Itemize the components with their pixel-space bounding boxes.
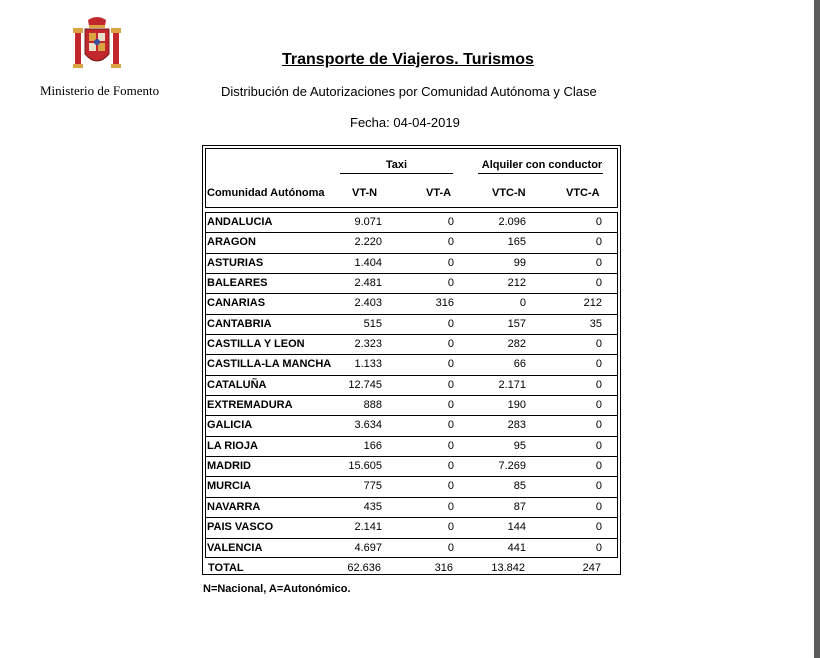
row-name: PAIS VASCO	[207, 521, 274, 534]
col-header-vtc-a: VTC-A	[566, 187, 600, 199]
cell-vt-a: 0	[447, 399, 454, 412]
cell-vtc-n: 144	[507, 521, 526, 534]
table-row	[205, 212, 618, 232]
cell-vtc-a: 0	[595, 236, 602, 249]
cell-vtc-a: 0	[595, 378, 602, 391]
table-row	[205, 314, 618, 334]
coat-of-arms-icon	[72, 16, 122, 72]
table-row	[205, 232, 618, 252]
cell-vtc-n: 99	[513, 256, 526, 269]
cell-vt-n: 15.605	[348, 460, 382, 473]
cell-vt-a: 0	[447, 256, 454, 269]
cell-vtc-n: 95	[513, 439, 526, 452]
row-name: VALENCIA	[207, 541, 263, 554]
cell-vt-a: 0	[447, 500, 454, 513]
cell-vt-a: 0	[447, 541, 454, 554]
cell-vtc-n: 7.269	[498, 460, 526, 473]
cell-vtc-n: 66	[513, 358, 526, 371]
total-vt-n: 62.636	[347, 562, 381, 574]
cell-vt-n: 3.634	[354, 419, 382, 432]
table-row	[205, 538, 618, 558]
cell-vtc-a: 0	[595, 419, 602, 432]
table-row	[205, 456, 618, 476]
cell-vt-n: 435	[363, 500, 382, 513]
cell-vtc-a: 0	[595, 439, 602, 452]
cell-vt-a: 316	[435, 297, 454, 310]
cell-vt-a: 0	[447, 439, 454, 452]
cell-vt-a: 0	[447, 378, 454, 391]
cell-vtc-n: 190	[507, 399, 526, 412]
cell-vtc-a: 35	[589, 317, 602, 330]
page-subtitle: Distribución de Autorizaciones por Comunidad Autónoma y Clase	[221, 84, 597, 99]
cell-vt-a: 0	[447, 419, 454, 432]
cell-vtc-n: 0	[519, 297, 526, 310]
group-vtc: Alquiler con conductor	[481, 159, 603, 171]
total-label: TOTAL	[208, 562, 244, 574]
table-row	[205, 497, 618, 517]
table-row	[205, 476, 618, 496]
cell-vtc-a: 0	[595, 460, 602, 473]
cell-vtc-n: 441	[507, 541, 526, 554]
cell-vtc-a: 0	[595, 256, 602, 269]
cell-vt-a: 0	[447, 277, 454, 290]
cell-vtc-a: 0	[595, 399, 602, 412]
row-name: CATALUÑA	[207, 378, 267, 391]
ministry-name: Ministerio de Fomento	[40, 83, 160, 98]
cell-vtc-n: 157	[507, 317, 526, 330]
col-header-vtc-n: VTC-N	[492, 187, 526, 199]
cell-vtc-n: 212	[507, 277, 526, 290]
group-vtc-rule	[478, 173, 603, 174]
cell-vt-a: 0	[447, 216, 454, 228]
total-row	[205, 561, 618, 575]
cell-vtc-n: 2.171	[498, 378, 526, 391]
row-name: CANARIAS	[207, 297, 266, 310]
table-row	[205, 517, 618, 537]
total-vtc-n: 13.842	[491, 562, 525, 574]
cell-vt-a: 0	[447, 338, 454, 351]
row-name: CASTILLA-LA MANCHA	[207, 358, 332, 371]
table-body	[205, 212, 618, 558]
cell-vtc-a: 0	[595, 358, 602, 371]
page-title: Transporte de Viajeros. Turismos	[282, 51, 534, 68]
row-name: EXTREMADURA	[207, 399, 293, 412]
row-name: GALICIA	[207, 419, 253, 432]
table-row	[205, 436, 618, 456]
cell-vt-n: 4.697	[354, 541, 382, 554]
cell-vt-n: 2.141	[354, 521, 382, 534]
cell-vt-n: 2.220	[354, 236, 382, 249]
row-name: ARAGON	[207, 236, 256, 249]
row-name: MURCIA	[207, 480, 251, 493]
group-taxi: Taxi	[385, 159, 408, 171]
col-header-vt-a: VT-A	[426, 187, 452, 199]
table-row	[205, 334, 618, 354]
table-row	[205, 354, 618, 374]
cell-vt-n: 1.133	[354, 358, 382, 371]
row-name: LA RIOJA	[207, 439, 258, 452]
cell-vtc-n: 165	[507, 236, 526, 249]
group-taxi-rule	[340, 173, 453, 174]
table-row	[205, 395, 618, 415]
row-name: NAVARRA	[207, 500, 261, 513]
cell-vt-a: 0	[447, 236, 454, 249]
table-header	[205, 148, 618, 208]
cell-vtc-n: 283	[507, 419, 526, 432]
cell-vt-n: 166	[363, 439, 382, 452]
cell-vtc-a: 0	[595, 338, 602, 351]
viewer-scroll-edge	[814, 0, 820, 658]
cell-vt-a: 0	[447, 521, 454, 534]
table-row	[205, 293, 618, 313]
footnote: N=Nacional, A=Autonómico.	[203, 583, 351, 595]
total-vtc-a: 247	[582, 562, 601, 574]
cell-vt-n: 2.323	[354, 338, 382, 351]
table-row	[205, 415, 618, 435]
cell-vt-n: 888	[363, 399, 382, 412]
row-name: CANTABRIA	[207, 317, 272, 330]
cell-vtc-n: 85	[513, 480, 526, 493]
total-vt-a: 316	[434, 562, 453, 574]
table-row	[205, 253, 618, 273]
col-header-vt-n: VT-N	[352, 187, 378, 199]
cell-vt-n: 1.404	[354, 256, 382, 269]
cell-vtc-a: 0	[595, 541, 602, 554]
cell-vt-n: 775	[363, 480, 382, 493]
cell-vt-a: 0	[447, 358, 454, 371]
cell-vt-a: 0	[447, 460, 454, 473]
table-row	[205, 273, 618, 293]
cell-vt-n: 9.071	[354, 216, 382, 228]
cell-vt-n: 515	[363, 317, 382, 330]
cell-vtc-a: 212	[583, 297, 602, 310]
col-header-comunidad: Comunidad Autónoma	[207, 187, 325, 199]
cell-vt-a: 0	[447, 317, 454, 330]
report-date: Fecha: 04-04-2019	[350, 115, 460, 130]
table-row	[205, 375, 618, 395]
cell-vtc-a: 0	[595, 480, 602, 493]
cell-vtc-n: 87	[513, 500, 526, 513]
row-name: MADRID	[207, 460, 251, 473]
cell-vtc-a: 0	[595, 521, 602, 534]
cell-vt-n: 12.745	[348, 378, 382, 391]
cell-vtc-a: 0	[595, 277, 602, 290]
row-name: BALEARES	[207, 277, 268, 290]
row-name: CASTILLA Y LEON	[207, 338, 305, 351]
cell-vtc-a: 0	[595, 500, 602, 513]
row-name: ASTURIAS	[207, 256, 264, 269]
cell-vtc-a: 0	[595, 216, 602, 228]
cell-vt-n: 2.481	[354, 277, 382, 290]
cell-vtc-n: 282	[507, 338, 526, 351]
row-name: ANDALUCIA	[207, 216, 273, 228]
cell-vt-a: 0	[447, 480, 454, 493]
cell-vtc-n: 2.096	[498, 216, 526, 228]
cell-vt-n: 2.403	[354, 297, 382, 310]
